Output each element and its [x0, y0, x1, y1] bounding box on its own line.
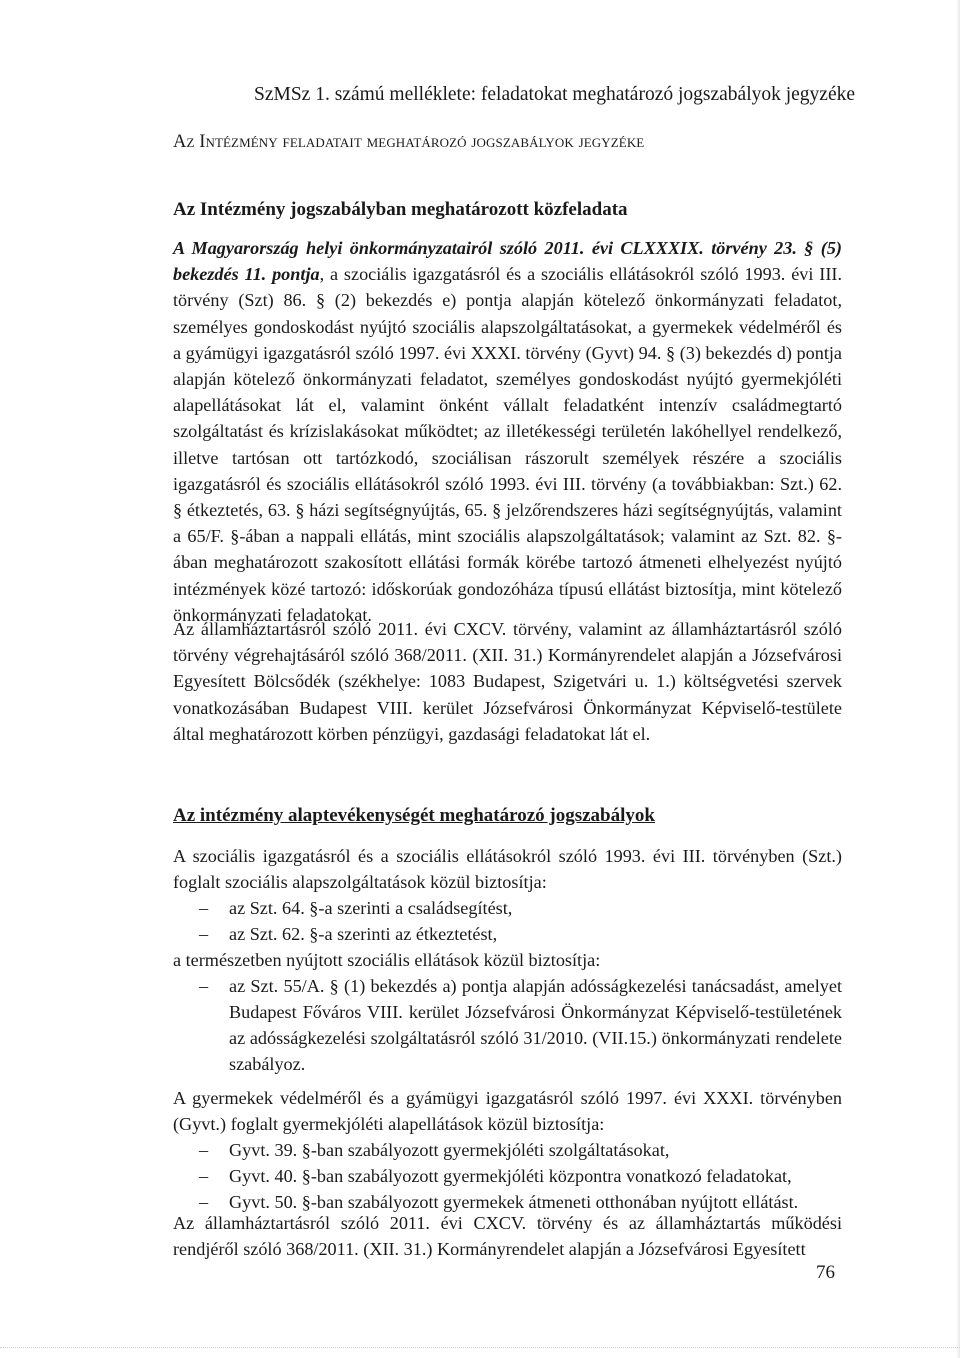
paragraph-final: Az államháztartásról szóló 2011. évi CXCV. törvény és az államháztartás működési rendjéről szóló 368/2011. (XII. 31.) Kormányrendelet alapján a Józsefvárosi Egyesített	[173, 1213, 842, 1260]
paragraph-legal-basis-text: , a szociális igazgatásról és a szociális ellátásokról szóló 1993. évi III. törvény (Szt) 86. § (2) bekezdés e) pontja alapján kötelező önkormányzati feladatot, személyes gondoskodást nyújtó szociális alapszolgáltatásokat, a gyermekek védelméről és a gyámügyi igazgatásról szóló 1997. évi XXXI. törvény (Gyvt) 94. § (3) bekezdés d) pontja alapján kötelező önkormányzati feladatot, személyes gondoskodást nyújtó gyermekjóléti alapellátásokat lát el, valamint önként vállalt feladatként intenzív családmegtartó szolgáltatást és krízislakásokat működtet; az illetékességi területén lakóhellyel rendelkező, illetve tartósan ott tartózkodó, szociálisan rászorult személyek részére a szociális igazgatásról és szociális ellátásokról szóló 1993. évi III. törvény (a továbbiakban: Szt.) 62. § étkeztetés, 63. § házi segítségnyújtás, 65. § jelzőrendszeres házi segítségnyújtás, valamint a 65/F. §-ában a nappali ellátás, mint szociális alapszolgáltatások; valamint az Szt. 82. §-ában meghatározott szakosított ellátási formák körébe tartozó átmeneti elhelyezést nyújtó intézmények közé tartozó: időskorúak gondozóháza típusú ellátást biztosítja, mint kötelező önkormányzati feladatokat.	[173, 264, 842, 625]
scan-bottom-noise	[0, 1347, 960, 1358]
page-number: 76	[816, 1262, 835, 1283]
list-dash: –	[199, 1140, 209, 1160]
list-item: – az Szt. 55/A. § (1) bekezdés a) pontja alapján adósságkezelési tanácsadást, amelyet Budapest Főváros VIII. kerület Józsefvárosi Önkormányzat Képviselő-testületének az adósságkezelési szolgáltatásról szóló 31/2010. (VII.15.) önkormányzati rendelete szabályoz.	[173, 973, 842, 1077]
annex-header: SzMSz 1. számú melléklete: feladatokat meghatározó jogszabályok jegyzéke	[254, 84, 856, 105]
paragraph-financial-tasks: Az államháztartásról szóló 2011. évi CXCV. törvény, valamint az államháztartásról szóló törvény végrehajtásáról szóló 368/2011. (XII. 31.) Kormányrendelet alapján a Józsefvárosi Egyesített Bölcsődék (székhelye: 1083 Budapest, Szigetvári u. 1.) költségvetési szervek vonatkozásában Budapest VIII. kerület Józsefvárosi Önkormányzat Képviselő-testülete által meghatározott körben pénzügyi, gazdasági feladatokat lát el.	[173, 619, 842, 744]
list-dash: –	[199, 976, 209, 996]
list-dash: –	[199, 898, 209, 918]
list-in-kind-services	[173, 973, 842, 1077]
paragraph-gyvt-intro: A gyermekek védelméről és a gyámügyi igazgatásról szóló 1997. évi XXXI. törvényben (Gyvt.) foglalt gyermekjóléti alapellátások közül biztosítja:	[173, 1088, 842, 1135]
list-dash: –	[199, 1166, 209, 1186]
scan-edge-shadow	[956, 0, 960, 1358]
section-heading-core-activity: Az intézmény alaptevékenységét meghatározó jogszabályok	[173, 805, 655, 826]
list-szt-services	[173, 895, 842, 947]
list-item: – Gyvt. 50. §-ban szabályozott gyermekek átmeneti otthonában nyújtott ellátást.	[173, 1189, 842, 1215]
list-gyvt-services	[173, 1137, 842, 1215]
list-item: – Gyvt. 39. §-ban szabályozott gyermekjóléti szolgáltatásokat,	[173, 1137, 842, 1163]
law-reference-italic: A Magyarország helyi önkormányzatairól szóló 2011. évi CLXXXIX. törvény 23. § (5) bekezdés 11. pontja	[173, 238, 842, 285]
paragraph-szt-intro: A szociális igazgatásról és a szociális ellátásokról szóló 1993. évi III. törvényben (Szt.) foglalt szociális alapszolgáltatások közül biztosítja:	[173, 846, 842, 893]
list-dash: –	[199, 924, 209, 944]
list-item: – az Szt. 64. §-a szerinti a családsegítést,	[173, 895, 842, 921]
paragraph-in-kind-intro: a természetben nyújtott szociális ellátások közül biztosítja:	[173, 950, 601, 970]
list-item: – Gyvt. 40. §-ban szabályozott gyermekjóléti központra vonatkozó feladatokat,	[173, 1163, 842, 1189]
section-heading-public-task: Az Intézmény jogszabályban meghatározott közfeladata	[173, 199, 628, 220]
list-item: – az Szt. 62. §-a szerinti az étkeztetést,	[173, 921, 842, 947]
list-dash: –	[199, 1192, 209, 1212]
main-title: Az Intézmény feladatait meghatározó jogszabályok jegyzéke	[173, 132, 645, 152]
paragraph-legal-basis	[173, 235, 842, 628]
